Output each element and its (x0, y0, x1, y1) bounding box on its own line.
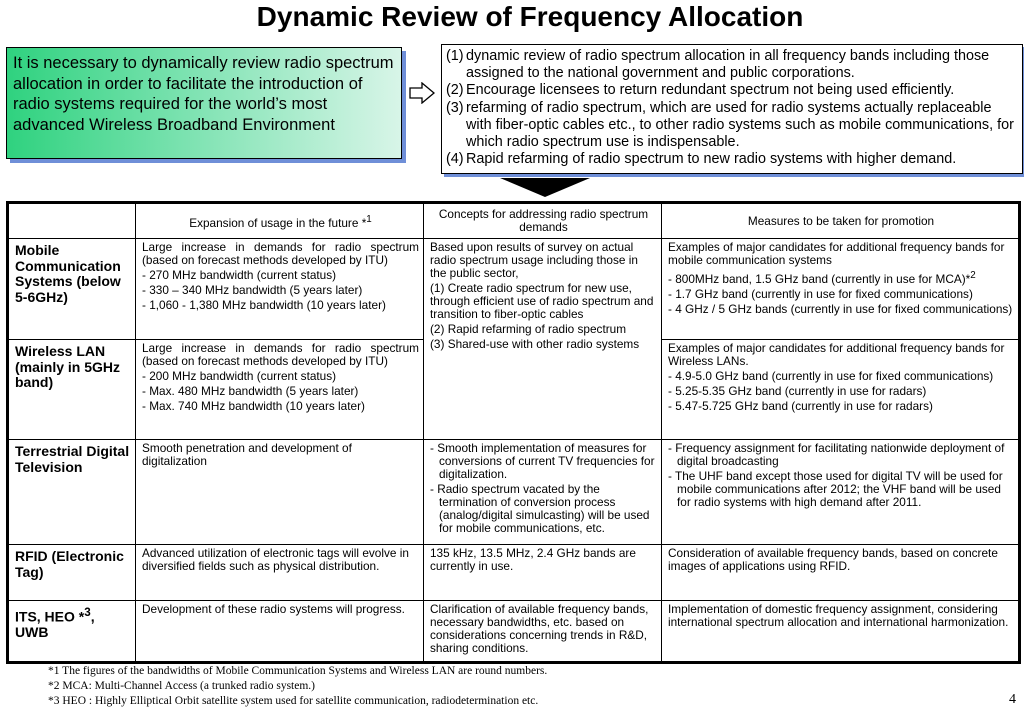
footnote: *2 MCA: Multi-Channel Access (a trunked radio system.) (48, 680, 316, 693)
review-item: (3) refarming of radio spectrum, which are used for radio systems actually replaceable with fiber-optic cables etc., to other radio systems such as mobile communications, for which radio spectrum use is indispensable. (446, 99, 1014, 151)
review-item: (1) dynamic review of radio spectrum allocation in all frequency bands including those assigned to the national government and public corporations. (446, 48, 990, 82)
page-number: 4 (1009, 692, 1016, 707)
intro-box: It is necessary to dynamically review radio spectrum allocation in order to facilitate the introduction of radio systems required for the world’s most advanced Wireless Broadband Environment (6, 47, 402, 159)
row-label: Terrestrial Digital Television (8, 440, 136, 545)
table-row (8, 239, 1020, 340)
allocation-table (6, 201, 1021, 664)
review-item: (2) Encourage licensees to return redundant spectrum not being used efficiently. (446, 82, 955, 99)
page-title: Dynamic Review of Frequency Allocation (256, 1, 804, 32)
footnote: *1 The figures of the bandwidths of Mobile Communication Systems and Wireless LAN are round numbers. (48, 665, 548, 677)
table-header-row (8, 203, 1020, 239)
arrow-right-icon (409, 82, 435, 104)
concepts-cell: - Smooth implementation of measures for conversions of current TV frequencies for digitalization. - Radio spectrum vacated by the termination of conversion process (analog/digital simulcasting) will be used for mobile communications, etc. (424, 440, 662, 545)
review-item: (4) Rapid refarming of radio spectrum to new radio systems with higher demand. (446, 151, 957, 168)
expansion-cell: Large increase in demands for radio spectrum (based on forecast methods developed by ITU) - 200 MHz bandwidth (current status) - Max. 480 MHz bandwidth (5 years later) - Max. 740 MHz bandwidth (10 years later) (136, 340, 424, 440)
expansion-cell: Advanced utilization of electronic tags will evolve in diversified fields such as physical distribution. (136, 545, 424, 601)
measures-cell: - Frequency assignment for facilitating nationwide deployment of digital broadcasting - The UHF band except those used for digital TV will be used for mobile communications after 2012; the VHF band will be used for radio systems with high demand after 2011. (662, 440, 1020, 545)
expansion-cell: Large increase in demands for radio spectrum (based on forecast methods developed by ITU) - 270 MHz bandwidth (current status) - 330 – 340 MHz bandwidth (5 years later) - 1,060 - 1,380 MHz bandwidth (10 years later) (136, 239, 424, 340)
header-empty (8, 203, 136, 239)
header-measures: Measures to be taken for promotion (662, 203, 1020, 239)
concepts-cell: Clarification of available frequency bands, necessary bandwidths, etc. based on considerations concerning trends in R&D, sharing conditions. (424, 601, 662, 663)
footnote: *3 HEO : Highly Elliptical Orbit satellite system used for satellite communication, radiodetermination etc. (48, 695, 539, 708)
header-concepts: Concepts for addressing radio spectrum demands (424, 203, 662, 239)
measures-cell: Examples of major candidates for additional frequency bands for mobile communication systems - 800MHz band, 1.5 GHz band (currently in use for MCA)*$^2$ - 1.7 GHz band (currently in use for fixed communications) - 4 GHz / 5 GHz bands (currently in use for fixed communications) (662, 239, 1020, 340)
table-row (8, 545, 1020, 601)
concepts-cell: 135 kHz, 13.5 MHz, 2.4 GHz bands are currently in use. (424, 545, 662, 601)
expansion-cell: Development of these radio systems will progress. (136, 601, 424, 663)
expansion-cell: Smooth penetration and development of digitalization (136, 440, 424, 545)
review-list (441, 44, 1023, 174)
row-label: Wireless LAN (mainly in 5GHz band) (8, 340, 136, 440)
row-label: RFID (Electronic Tag) (8, 545, 136, 601)
measures-cell: Implementation of domestic frequency assignment, considering international spectrum allocation and international harmonization. (662, 601, 1020, 663)
measures-cell: Examples of major candidates for additional frequency bands for Wireless LANs. - 4.9-5.0 GHz band (currently in use for fixed communications) - 5.25-5.35 GHz band (currently in use for radars) - 5.47-5.725 GHz band (currently in use for radars) (662, 340, 1020, 440)
table-row (8, 440, 1020, 545)
table-row (8, 601, 1020, 663)
arrow-down-icon (500, 178, 590, 198)
footnotes (48, 664, 547, 710)
measures-cell: Consideration of available frequency bands, based on concrete images of applications using RFID. (662, 545, 1020, 601)
header-expansion: Expansion of usage in the future *$^1$ (136, 203, 424, 239)
row-label: Mobile Communication Systems (below 5-6GHz) (8, 239, 136, 340)
concepts-cell: Based upon results of survey on actual radio spectrum usage including those in the public sector, (1) Create radio spectrum for new use, through efficient use of radio spectrum and transition to fiber-optic cables (2) Rapid refarming of radio spectrum (3) Shared-use with other radio systems (424, 239, 662, 440)
row-label: ITS, HEO *$^3$, UWB (8, 601, 136, 663)
